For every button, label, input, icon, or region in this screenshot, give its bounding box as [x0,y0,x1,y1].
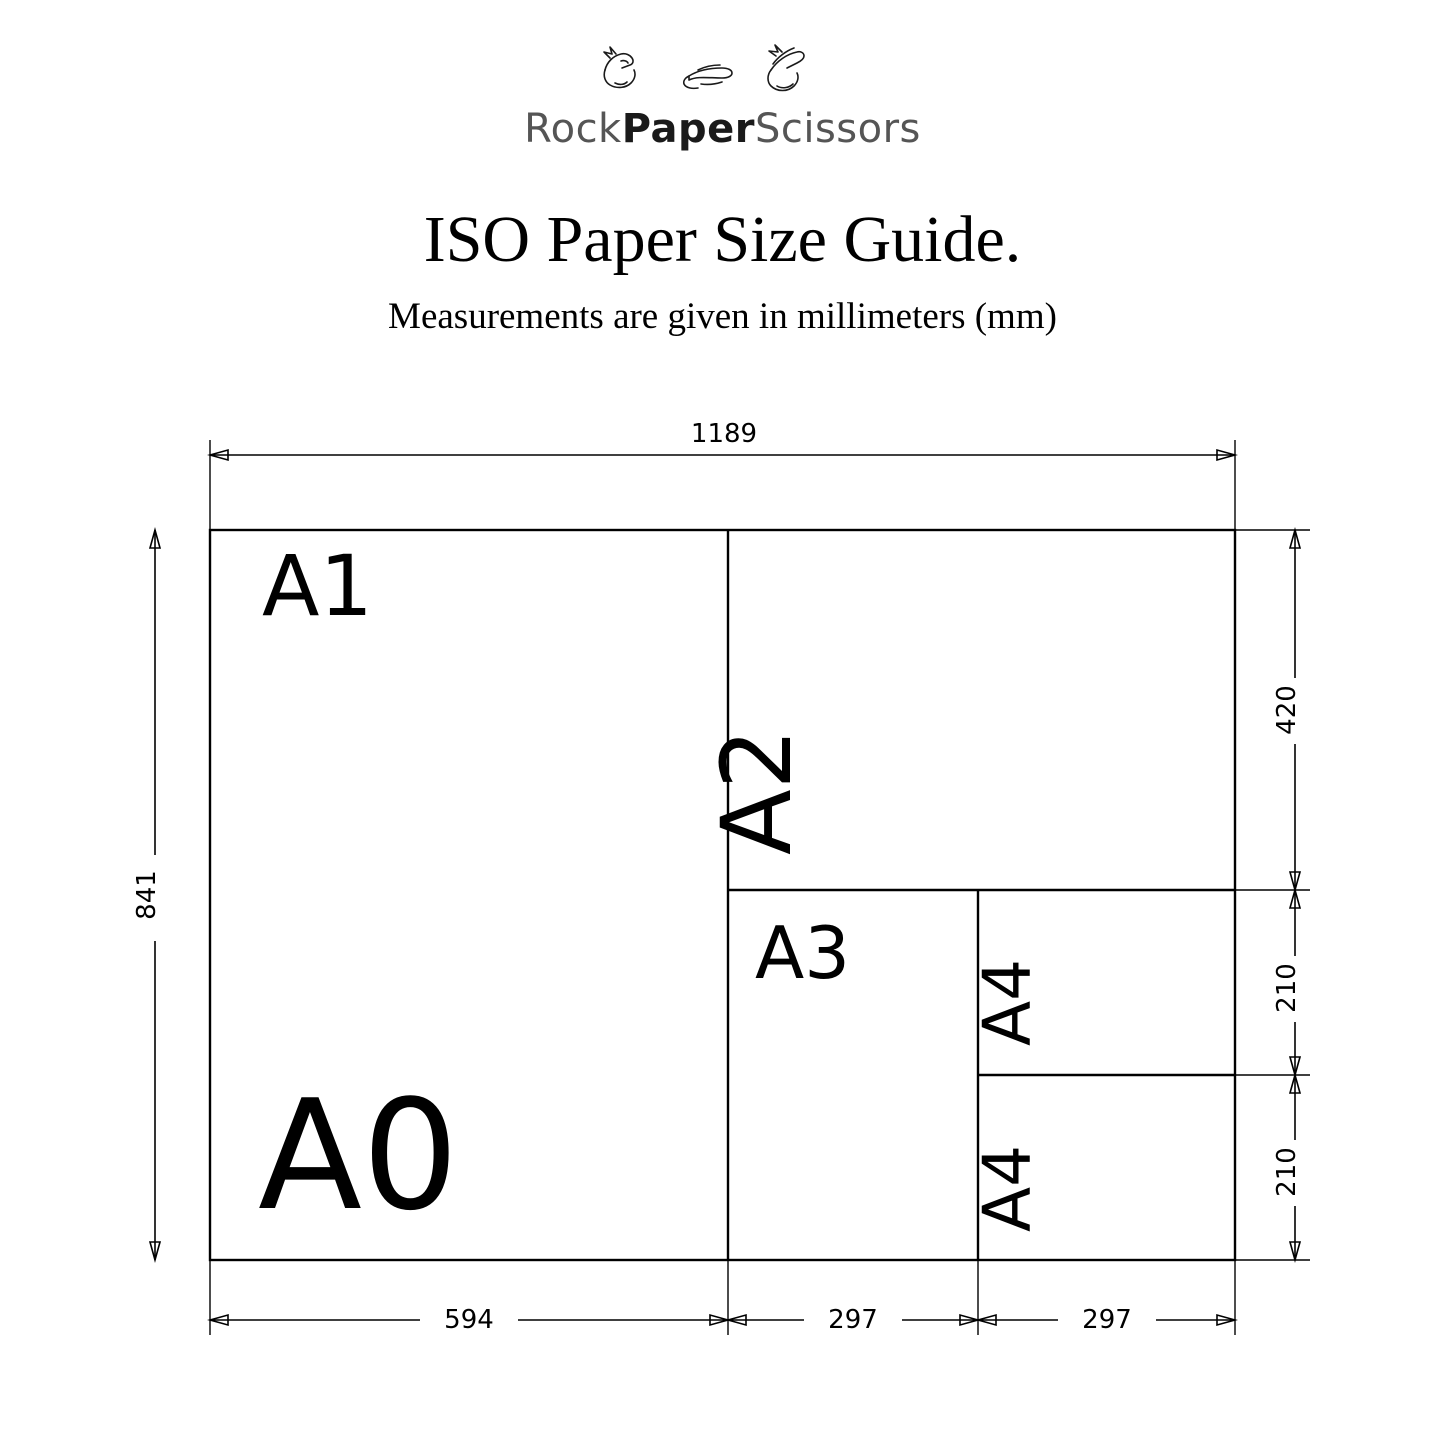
sheet-label-a1: A1 [262,537,373,635]
dimension-right-210-lower [1272,1075,1304,1260]
sheet-label-a3: A3 [755,911,851,995]
brand-name-part-paper: Paper [621,106,755,152]
sheet-label-a2: A2 [701,728,813,855]
paper-size-diagram [0,400,1445,1360]
dimension-label-bottom-594: 594 [444,1305,494,1335]
dimension-bottom-297-mid [728,1302,978,1335]
dimension-label-bottom-297-mid: 297 [828,1305,878,1335]
sheet-label-a4-upper: A4 [969,958,1046,1046]
dimension-bottom-594 [210,1302,728,1335]
dimension-label-bottom-297-right: 297 [1082,1305,1132,1335]
sheet-label-a4-lower: A4 [969,1144,1046,1232]
dimension-right-420 [1272,530,1304,890]
brand-name-part-scissors: Scissors [754,106,921,152]
dimension-label-right-210-lower: 210 [1272,1147,1302,1197]
paper-hand-icon [683,65,731,88]
dimension-left [132,530,164,1260]
brand-block [0,40,1445,152]
dimension-label-left: 841 [132,870,162,920]
dimension-bottom-297-right [978,1302,1235,1335]
brand-name [0,106,1445,152]
sheet-label-a0: A0 [258,1067,459,1244]
scissors-hand-icon [768,45,804,91]
dimension-label-right-210-upper: 210 [1272,963,1302,1013]
dimension-top [210,418,1235,530]
dimension-right-group [1235,530,1310,1260]
page-subtitle: Measurements are given in millimeters (mm) [388,296,1057,337]
page-title: ISO Paper Size Guide. [423,203,1022,276]
brand-name-part-rock: Rock [524,106,622,152]
rock-hand-icon [604,47,635,87]
brand-icon-group [593,40,853,102]
dimension-label-top: 1189 [690,419,758,449]
dimension-label-right-420: 420 [1272,685,1302,735]
diagram-svg [0,400,1445,1360]
dimension-right-210-upper [1272,890,1304,1075]
dimension-bottom-group [210,1260,1235,1335]
